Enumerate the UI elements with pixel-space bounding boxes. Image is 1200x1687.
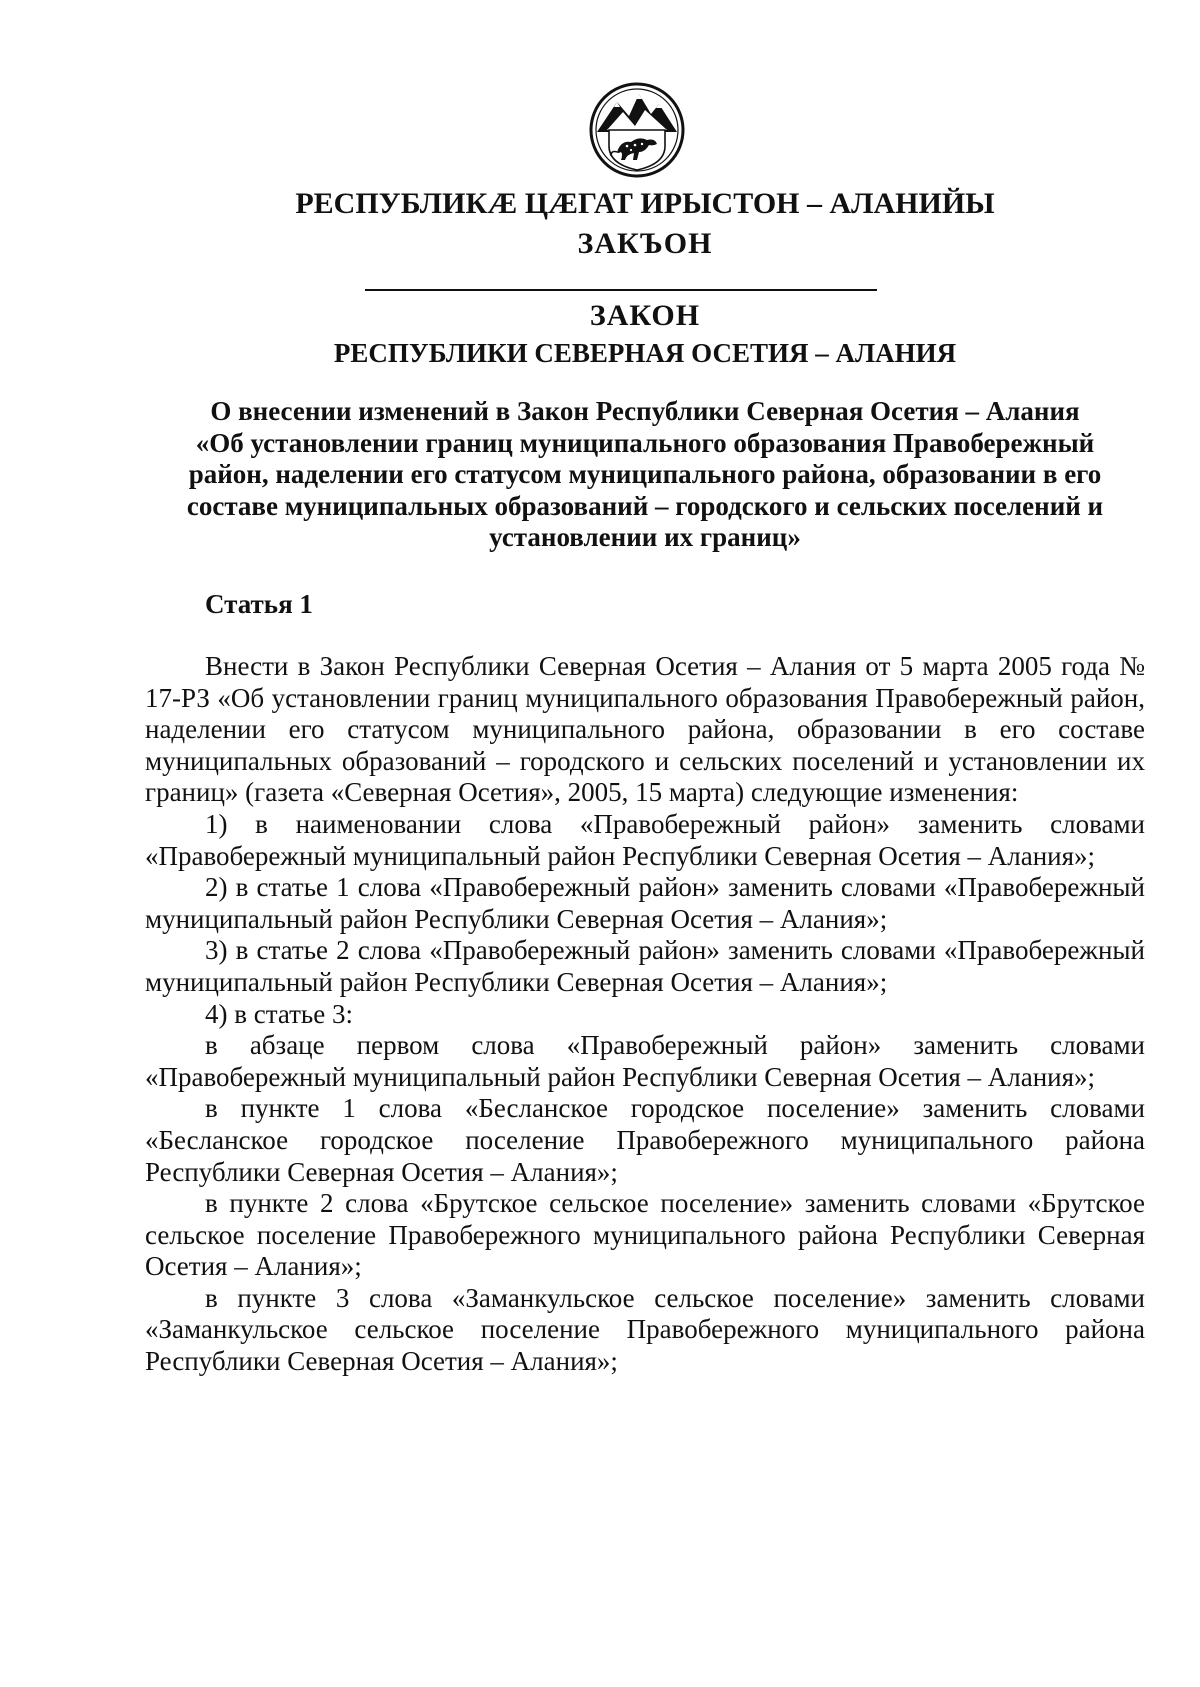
law-subject-line: О внесении изменений в Закон Республики Северная Осетия – Алания	[210, 396, 1080, 426]
article-paragraph: в пункте 2 слова «Брутское сельское поселение» заменить словами «Брутское сельское поселение Правобережного муниципального района Республики Северная Осетия – Алания»;	[145, 1188, 1145, 1282]
law-subject-line: «Об установлении границ муниципального образования Правобережный	[195, 427, 1095, 458]
article-paragraph: в абзаце первом слова «Правобережный район» заменить словами «Правобережный муниципальный район Республики Северная Осетия – Алания»;	[145, 1030, 1145, 1092]
article-title: Статья 1	[205, 589, 313, 619]
law-subject-line: район, наделении его статусом муниципального района, образовании в его	[188, 459, 1102, 489]
law-title: ЗАКОН	[589, 299, 701, 332]
ossetian-republic-title: РЕСПУБЛИКӔ ЦӔГАТ ИРЫСТОН – АЛАНИЙЫ	[295, 187, 995, 220]
ossetian-law-title: ЗАКЪОН	[577, 227, 713, 260]
article-paragraph: 1) в наименовании слова «Правобережный район» заменить словами «Правобережный муниципальный район Республики Северная Осетия – Алания»;	[145, 808, 1145, 871]
article-body	[145, 651, 1145, 1378]
law-subject-line: составе муниципальных образований – городского и сельских поселений и	[186, 490, 1104, 521]
article-paragraph: 3) в статье 2 слова «Правобережный район» заменить словами «Правобережный муниципальный район Республики Северная Осетия – Алания»;	[145, 935, 1145, 997]
article-paragraph: в пункте 1 слова «Бесланское городское поселение» заменить словами «Бесланское городское поселение Правобережного муниципального района Республики Северная Осетия – Алания»;	[145, 1093, 1145, 1187]
republic-title: РЕСПУБЛИКИ СЕВЕРНАЯ ОСЕТИЯ – АЛАНИЯ	[333, 338, 957, 368]
law-subject-line: установлении их границ»	[489, 522, 801, 552]
article-paragraph: 2) в статье 1 слова «Правобережный район» заменить словами «Правобережный муниципальный район Республики Северная Осетия – Алания»;	[145, 872, 1145, 934]
law-subject	[145, 396, 1145, 554]
article-paragraph: Внести в Закон Республики Северная Осетия – Алания от 5 марта 2005 года № 17-РЗ «Об установлении границ муниципального образования Правобережный район, наделении его статусом муниципального района, образовании в его составе муниципальных образований – городского и сельских поселений и установлении их границ» (газета «Северная Осетия», 2005, 15 марта) следующие изменения:	[145, 651, 1145, 808]
header-divider	[365, 289, 877, 291]
article-paragraph: 4) в статье 3:	[205, 998, 353, 1029]
article-paragraph: в пункте 3 слова «Заманкульское сельское поселение» заменить словами «Заманкульское сельское поселение Правобережного муниципального района Республики Северная Осетия – Алания»;	[145, 1282, 1145, 1377]
coat-of-arms-icon	[587, 80, 687, 180]
